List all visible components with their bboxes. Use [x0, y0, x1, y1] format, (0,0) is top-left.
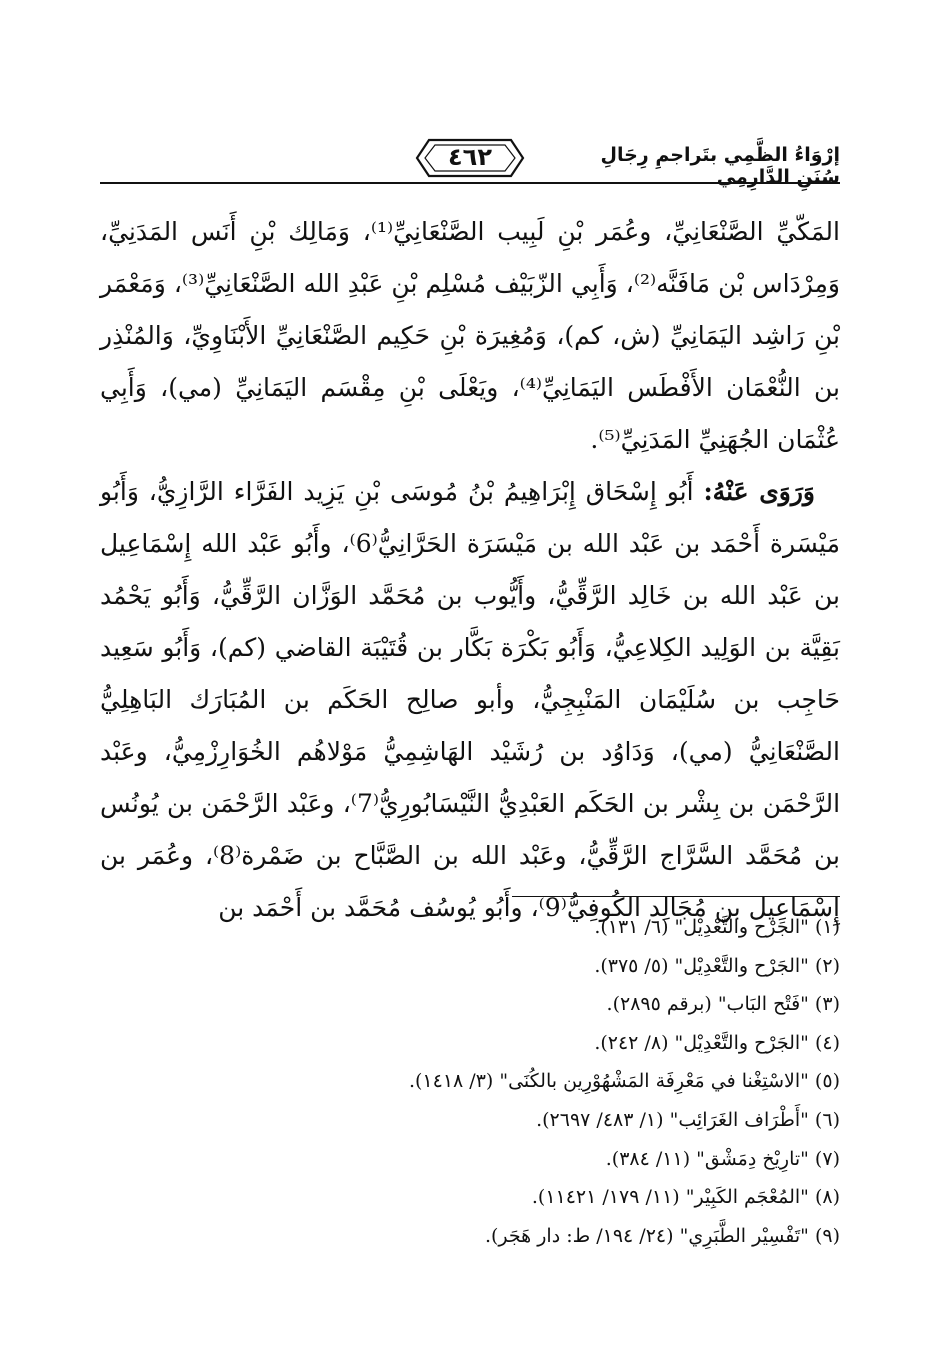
footnote-item: (٣) "فَتْح البَاب" (برقم ٢٨٩٥). — [606, 993, 840, 1016]
paragraph-2 — [100, 466, 840, 934]
paragraph-2-lead: وَرَوَى عَنْهُ: — [703, 477, 815, 506]
footnotes-list — [100, 908, 840, 1255]
running-title: إرْوَاءُ الظَّمِي بتَراجمِ رِجَالِ سُنَنِ الدَّارِمِي — [600, 144, 840, 188]
footnote-separator — [512, 896, 840, 897]
page-header — [100, 136, 840, 188]
footnote-item: (٥) "الاسْتِغْنا في مَعْرِفَة المَشْهُوْرِين بالكُنَى" (٣/ ١٤١٨). — [408, 1070, 840, 1093]
main-text — [100, 206, 840, 934]
page-number-badge — [415, 136, 525, 180]
footnote-item: (٤) "الجَرْح والتَّعْدِيْل" (٨/ ٢٤٢). — [594, 1031, 840, 1054]
header-rule — [100, 182, 840, 184]
footnote-item: (٩) "تَفْسِيْر الطَّبَرِي" (٢٤/ ١٩٤/ ط: دار هَجَر). — [484, 1224, 840, 1247]
paragraph-2-text: أَبُو إِسْحَاق إِبْرَاهِيمُ بْنُ مُوسَى بْنِ يَزِيد الفَرَّاء الرَّازِيُّ، وَأَبُو مَيْسَرة أَحْمَد بن عَبْد الله بن مَيْسَرَة الحَرَّانِيُّ⁽6⁾، وأَبُو عَبْد الله إِسْمَاعِيل بن عَبْد الله بن خَالِد الرَّقِّيُّ، وأَيُّوب بن مُحَمَّد الوَزَّان الرَّقِّيُّ، وَأَبُو يَحْمُد بَقِيَّة بن الوَلِيد الكِلاعِيُّ، وَأَبُو بَكْرَة بَكَّار بن قُتَيْبَة القاضي (كم)، وَأَبُو سَعِيد حَاجِب بن سُلَيْمَان المَنْبِجِيُّ، وأبو صالِح الحَكَم بن المُبَارَك البَاهِلِيُّ الصَّنْعَانِيُّ (مي)، وَدَاوُد بن رُشَيْد الهَاشِمِيُّ مَوْلاهُم الخُوَارِزْمِيُّ، وعَبْد الرَّحْمَن بن بِشْر بن الحَكَم العَبْدِيُّ النَّيْسَابُورِيُّ⁽7⁾، وعَبْد الرَّحْمَن بن يُونُس بن مُحَمَّد السَّرَّاج الرَّقِّيُّ، وعَبْد الله بن الصَّبَّاح بن ضَمْرة⁽8⁾، وعُمَر بن إِسْمَاعِيل بن مُجَالِد الكُوفِيُّ⁽9⁾، وأَبُو يُوسُف مُحَمَّد بن أَحْمَد بن — [100, 477, 841, 922]
page-number: ٤٦٢ — [448, 143, 492, 171]
footnote-item: (٢) "الجَرْح والتَّعْدِيْل" (٥/ ٣٧٥). — [594, 954, 840, 977]
footnote-item: (٧) "تارِيْخ دِمَشْق" (١١/ ٣٨٤). — [605, 1147, 840, 1170]
footnote-item: (١) "الجَرْح والتَّعْدِيْل" (٦/ ١٣١). — [594, 916, 840, 938]
paragraph-1: المَكّيِّ الصَّنْعَانِيِّ، وعُمَر بْنِ لَبِيب الصَّنْعَانِيِّ⁽¹⁾، وَمَالِك بْنِ أَنَس المَدَنِيِّ، وَمِرْدَاس بْن مَافَنَّه⁽²⁾، وَأَبِي الزّبَيْف مُسْلِم بْنِ عَبْدِ الله الصَّنْعَانِيِّ⁽³⁾، وَمَعْمَر بْنِ رَاشِد اليَمَانِيِّ (ش، كم)، وَمُغِيرَة بْنِ حَكِيم الصَّنْعَانِيِّ الأَبْنَاوِيِّ، وَالمُنْذِر بن النُّعْمَان الأَفْطَس اليَمَانِيِّ⁽⁴⁾، ويَعْلَى بْنِ مِقْسَم اليَمَانِيِّ (مي)، وَأَبِي عُثْمَان الجُهَنِيِّ المَدَنِيِّ⁽⁵⁾. — [100, 217, 840, 454]
footnote-item: (٦) "أَطْرَاف الغَرَائِب" (١/ ٤٨٣/ ٢٦٩٧). — [536, 1108, 840, 1131]
footnote-item: (٨) "المُعْجَم الكَبِيْر" (١١/ ١٧٩/ ١١٤٢١). — [531, 1186, 840, 1209]
